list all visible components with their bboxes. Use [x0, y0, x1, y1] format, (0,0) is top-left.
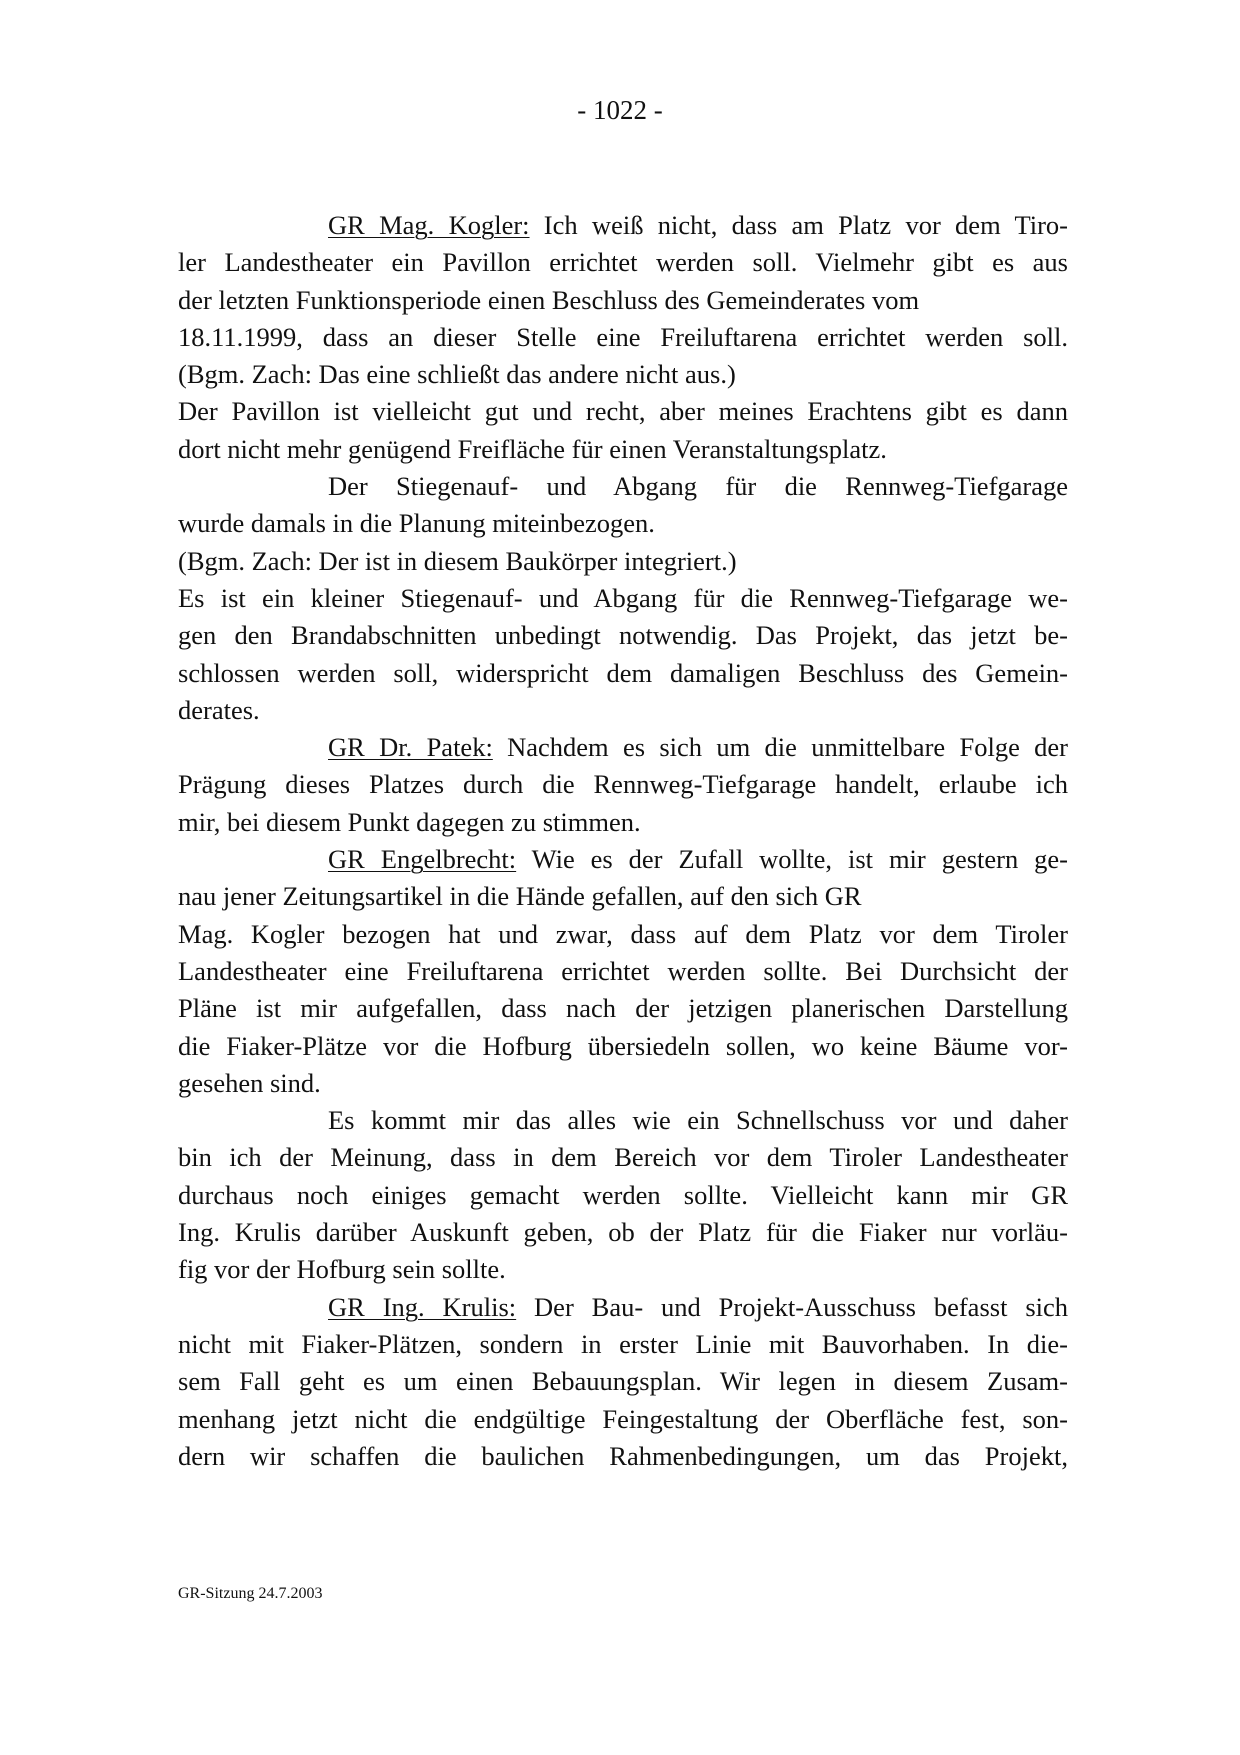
text-line: der letzten Funktionsperiode einen Beschluss des Gemeinderates vom [178, 284, 920, 315]
page-number: - 1022 - [577, 95, 663, 125]
interjection: (Bgm. Zach: Der ist in diesem Baukörper integriert.) [178, 545, 737, 576]
text-line: GR Engelbrecht: Wie es der Zufall wollte, ist mir gestern ge- [328, 844, 1068, 875]
interjection: (Bgm. Zach: Das eine schließt das andere nicht aus.) [178, 359, 736, 390]
text-line: fig vor der Hofburg sein sollte. [178, 1254, 506, 1285]
text-line: menhang jetzt nicht die endgültige Feingestaltung der Oberfläche fest, son- [178, 1403, 1068, 1434]
footer-session-date: GR-Sitzung 24.7.2003 [178, 1585, 323, 1602]
text-line: schlossen werden soll, widerspricht dem damaligen Beschluss des Gemein- [178, 657, 1068, 688]
text-line: die Fiaker-Plätze vor die Hofburg übersiedeln sollen, wo keine Bäume vor- [178, 1030, 1068, 1061]
text-line: durchaus noch einiges gemacht werden sollte. Vielleicht kann mir GR [178, 1179, 1068, 1210]
text-line: gesehen sind. [178, 1067, 321, 1098]
text-line: ler Landestheater ein Pavillon errichtet werden soll. Vielmehr gibt es aus [178, 247, 1068, 278]
text-line: Pläne ist mir aufgefallen, dass nach der jetzigen planerischen Darstellung [178, 993, 1068, 1024]
text-line: nicht mit Fiaker-Plätzen, sondern in erster Linie mit Bauvorhaben. In die- [178, 1328, 1068, 1359]
text-line: dort nicht mehr genügend Freifläche für einen Veranstaltungsplatz. [178, 433, 887, 464]
text-line: Es kommt mir das alles wie ein Schnellschuss vor und daher [328, 1105, 1068, 1136]
speaker-name: GR Ing. Krulis: [328, 1291, 517, 1322]
text-line: bin ich der Meinung, dass in dem Bereich vor dem Tiroler Landestheater [178, 1142, 1068, 1173]
text-line: GR Mag. Kogler: Ich weiß nicht, dass am Platz vor dem Tiro- [328, 210, 1068, 240]
text-line: Es ist ein kleiner Stiegenauf- und Abgang für die Rennweg-Tiefgarage we- [178, 582, 1068, 613]
text-line: Mag. Kogler bezogen hat und zwar, dass auf dem Platz vor dem Tiroler [178, 918, 1068, 949]
text-line: Der Stiegenauf- und Abgang für die Rennweg-Tiefgarage [328, 471, 1068, 502]
text-line: GR Ing. Krulis: Der Bau- und Projekt-Ausschuss befasst sich [328, 1291, 1068, 1322]
speaker-name: GR Engelbrecht: [328, 844, 517, 875]
text-line: dern wir schaffen die baulichen Rahmenbedingungen, um das Projekt, [178, 1440, 1068, 1471]
speaker-name: GR Mag. Kogler: [328, 210, 530, 240]
text-line: 18.11.1999, dass an dieser Stelle eine Freiluftarena errichtet werden soll. [178, 321, 1068, 352]
text-line: wurde damals in die Planung miteinbezogen. [178, 508, 655, 539]
text-line: Prägung dieses Platzes durch die Rennweg-Tiefgarage handelt, erlaube ich [178, 769, 1068, 800]
text-line: derates. [178, 694, 260, 725]
text-line: Ing. Krulis darüber Auskunft geben, ob der Platz für die Fiaker nur vorläu- [178, 1217, 1068, 1248]
text-line: Der Pavillon ist vielleicht gut und recht, aber meines Erachtens gibt es dann [178, 396, 1068, 427]
text-line: Landestheater eine Freiluftarena errichtet werden sollte. Bei Durchsicht der [178, 955, 1068, 986]
text-line: nau jener Zeitungsartikel in die Hände gefallen, auf den sich GR [178, 881, 862, 912]
document-body [178, 207, 1068, 1475]
text-line: gen den Brandabschnitten unbedingt notwendig. Das Projekt, das jetzt be- [178, 620, 1068, 651]
text-line: GR Dr. Patek: Nachdem es sich um die unmittelbare Folge der [328, 732, 1068, 763]
text-line: sem Fall geht es um einen Bebauungsplan. Wir legen in diesem Zusam- [178, 1366, 1068, 1397]
text-line: mir, bei diesem Punkt dagegen zu stimmen. [178, 806, 641, 837]
speaker-name: GR Dr. Patek: [328, 732, 493, 763]
